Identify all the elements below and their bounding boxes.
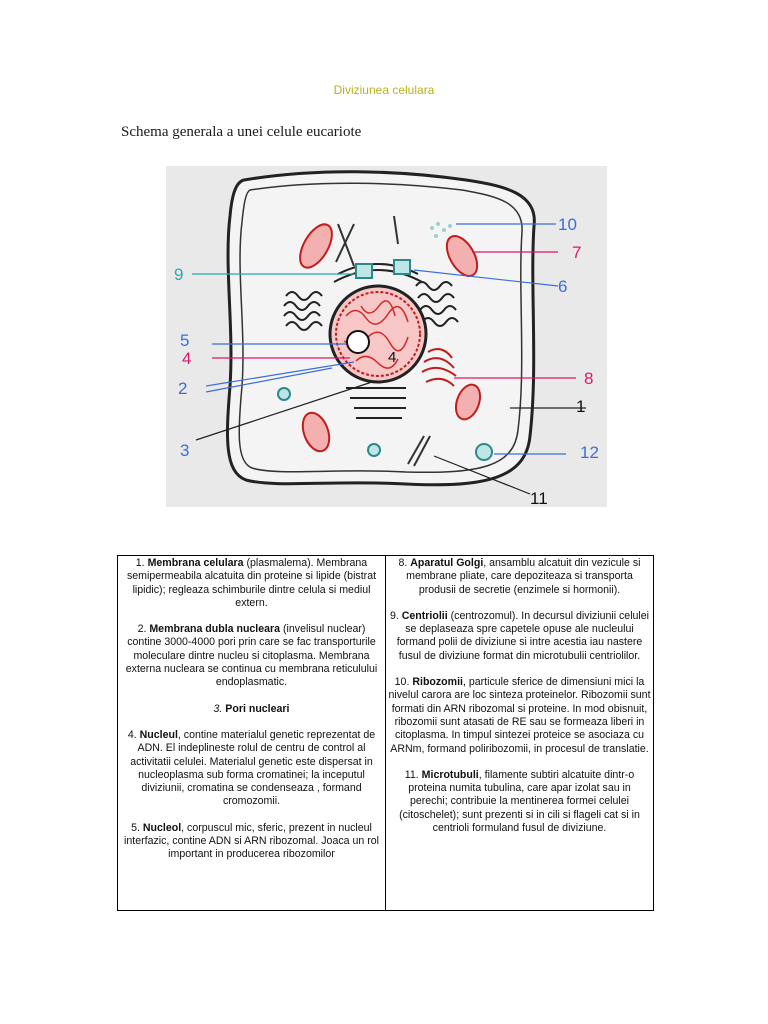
label-3: 3 — [180, 441, 190, 460]
entry-term: Pori nucleari — [225, 702, 290, 715]
entry-ribozomii — [388, 676, 651, 756]
entry-text: , ansamblu alcatuit din vezicule si membrane pliate, care depoziteaza si transporta produsii de secretie (enzimele si hormonii). — [406, 557, 641, 596]
cell-diagram — [166, 166, 607, 507]
entry-number: 9. — [389, 609, 399, 622]
entry-number: 10. — [394, 676, 410, 689]
figure-subtitle: Schema generala a unei celule eucariote — [121, 124, 362, 140]
entry-number: 4. — [127, 728, 137, 741]
entry-number: 2. — [137, 623, 147, 636]
table-column-right — [386, 556, 654, 911]
label-10: 10 — [558, 215, 577, 234]
entry-term: Nucleul — [139, 728, 178, 741]
label-5: 5 — [180, 331, 190, 350]
nucleus-label: 4 — [388, 349, 397, 366]
entry-text: (plasmalema). Membrana semipermeabila alcatuita din proteine si lipide (bistrat lipidic); regleaza schimburile dintre celula si mediul extern. — [126, 557, 377, 609]
centriole — [356, 264, 372, 278]
entry-term: Centriolii — [401, 609, 448, 622]
entry-membrana-nucleara — [120, 623, 383, 689]
label-4: 4 — [182, 349, 192, 368]
entry-term: Aparatul Golgi — [410, 557, 484, 569]
entry-nucleul — [120, 729, 383, 809]
nucleolus — [347, 331, 369, 353]
entry-text: (centrozomul). In decursul diviziunii celulei se deplaseaza spre capetele opuse ale nucleului formand polii de diviziune si intre acestia iau nastere fusul de diviziune format din microtubulii centriolilor. — [396, 609, 650, 662]
entry-term: Microtubuli — [421, 768, 479, 781]
entry-text: (invelisul nuclear) contine 3000-4000 pori prin care se fac transporturile moleculare dintre nucleu si citoplasma. Membrana externa nucleara se continua cu membrana reticulului endoplasmatic. — [125, 623, 378, 689]
entry-term: Ribozomii — [412, 676, 463, 689]
label-11: 11 — [530, 489, 548, 507]
entry-text: , corpuscul mic, sferic, prezent in nucleul interfazic, contine ADN si ARN ribozomal. Joaca un rol important in producerea ribozomilor — [124, 821, 379, 861]
entry-pori-nucleari — [120, 703, 383, 716]
entry-number: 8. — [398, 557, 408, 569]
table-column-left — [118, 556, 386, 911]
entry-number: 3. — [213, 702, 223, 715]
label-1: 1 — [576, 397, 586, 416]
centriole — [394, 260, 410, 274]
entry-centriolii — [388, 610, 651, 663]
entry-term: Membrana celulara — [147, 557, 244, 569]
label-9: 9 — [174, 265, 184, 284]
label-8: 8 — [584, 369, 594, 388]
document-title: Diviziunea celulara — [333, 83, 435, 97]
label-6: 6 — [558, 277, 568, 296]
entry-nucleol — [120, 822, 383, 862]
entry-aparatul-golgi — [388, 557, 651, 597]
entry-text: , contine materialul genetic reprezentat de ADN. El indeplineste rolul de centru de control al activitatii celulei. Materialul genetic este dispersat in nucleoplasma sub forma cromatinei; la inceputul diviziunii, cromatina se condenseaza , formand cromozomii. — [130, 728, 376, 808]
organelles-table — [117, 555, 654, 911]
entry-text: , filamente subtiri alcatuite dintr-o proteina numita tubulina, care apar izolat sau in perechi; contribuie la mentinerea formei celulei (citoschelet); sunt prezenti si in cili si flageli cat si in centrioli formuland fusul de diviziune. — [399, 768, 640, 835]
entry-term: Membrana dubla nucleara — [149, 623, 281, 636]
entry-microtubuli — [388, 769, 651, 835]
entry-membrana-celulara — [120, 557, 383, 610]
entry-number: 1. — [135, 557, 145, 569]
entry-term: Nucleol — [142, 821, 182, 834]
entry-text: , particule sferice de dimensiuni mici la nivelul carora are loc sinteza proteinelor. Ribozomii sunt formati din ARN ribozomal si proteine. In mod obisnuit, ribozomii sunt atasati de RE sau se formeaza liberi in citoplasma. In timpul sintezei proteice se asociaza cu ARNm, formand poliribozomii, in procesul de translatie. — [388, 676, 651, 755]
label-12: 12 — [580, 443, 599, 462]
label-7: 7 — [572, 243, 582, 262]
entry-number: 11. — [404, 768, 419, 781]
label-2: 2 — [178, 379, 188, 398]
entry-number: 5. — [131, 821, 140, 834]
